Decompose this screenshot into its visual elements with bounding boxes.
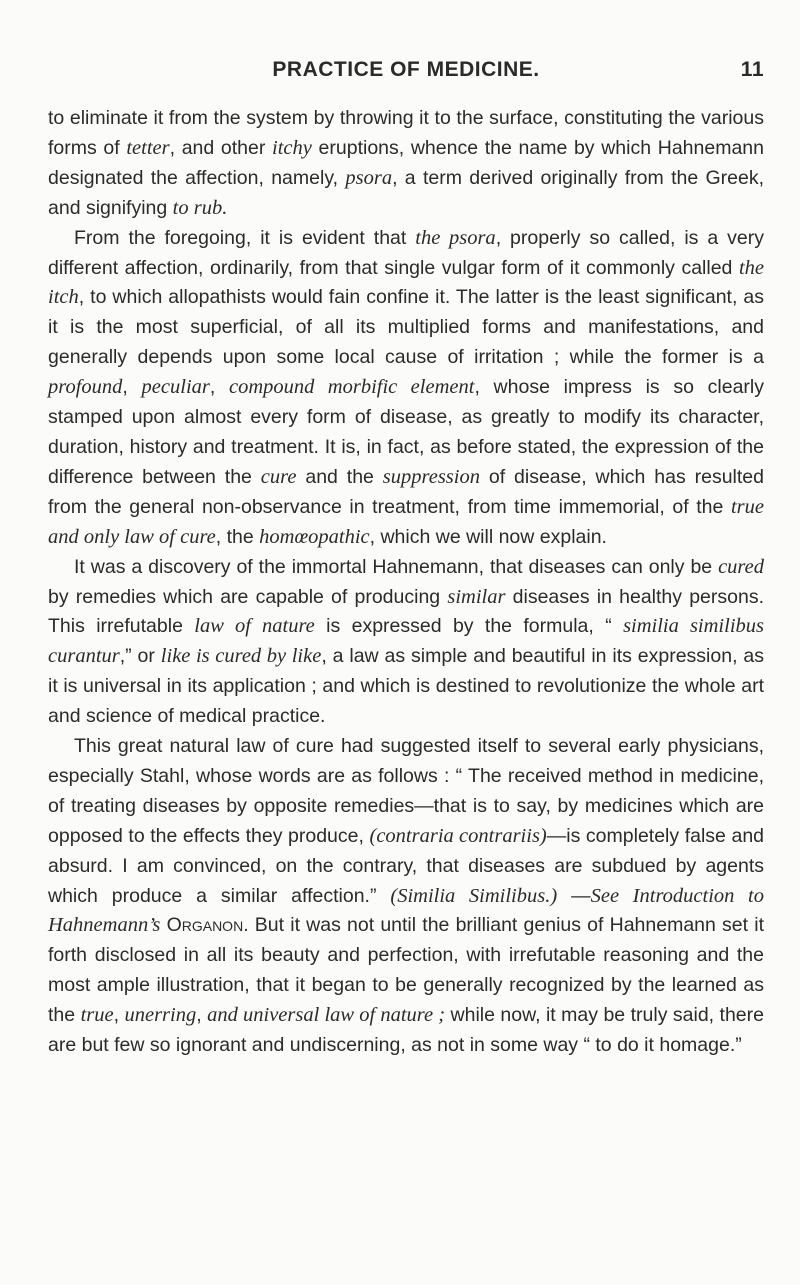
italic-text: law of nature (194, 615, 315, 638)
italic-text: See Introduction to Hahnemann’s (48, 884, 764, 937)
italic-text: psora (345, 166, 393, 189)
italic-text: true and only law of cure (48, 495, 764, 548)
italic-text: and universal law of nature ; (207, 1004, 446, 1027)
text-run: — (557, 884, 591, 907)
italic-text: similia similibus curantur (48, 615, 764, 668)
text-run: . But it was not until the brilliant genius of Hahnemann set it forth disclosed in all its beauty and perfection, with irrefutable reasoning and the most ample illustration, that it began to be generally recognized by the learned as the (48, 914, 764, 1027)
paragraph (48, 553, 764, 732)
text-run: , and other (169, 136, 273, 159)
italic-text: like is cured by like (160, 645, 322, 668)
text-run: This great natural law of cure had suggested itself to several early physicians, especially Stahl, whose words are as follows : “ The received method in medicine, of treating diseases by opposite remedies—that is to say, by medicines which are opposed to the effects they produce, (48, 735, 764, 847)
text-run: and the (296, 465, 383, 488)
text-run: eruptions, whence the name by which Hahnemann designated the affection, namely, (48, 136, 764, 189)
italic-text: true (80, 1004, 114, 1027)
paragraph (48, 224, 764, 553)
text-run: , which we will now explain. (369, 525, 607, 548)
italic-text: (Similia Similibus.) (390, 884, 558, 907)
italic-text: itchy (272, 136, 312, 159)
italic-text: cure (260, 465, 297, 488)
paragraph (48, 732, 764, 1061)
text-run: ,” or (119, 645, 161, 668)
text-run: , to which allopathists would fain confine it. The latter is the least significant, as it is the most superficial, of all its multiplied forms and manifestations, and generally depends upon some local cause of irritation ; while the former is a (48, 286, 764, 369)
text-run: , (209, 376, 229, 399)
text-run: , (196, 1004, 208, 1027)
text-run: is expressed by the formula, “ (314, 615, 624, 638)
text-run: —is completely false and absurd. I am convinced, on the contrary, that diseases are subdued by agents which produce a similar affection.” (48, 824, 765, 907)
text-run: diseases in healthy persons. This irrefutable (48, 585, 764, 638)
italic-text: peculiar (141, 376, 210, 399)
text-run: by remedies which are capable of producing (48, 585, 448, 608)
italic-text: to rub. (172, 196, 228, 219)
text-run: to eliminate it from the system by throwing it to the surface, constituting the various forms of (48, 107, 764, 159)
text-run: , (113, 1004, 125, 1027)
text-run: , a law as simple and beautiful in its expression, as it is universal in its application ; and which is destined to revolutionize the whole art and science of medical practice. (48, 645, 764, 728)
italic-text: similar (447, 585, 506, 608)
text-run: , a term derived originally from the Greek, and signifying (48, 166, 764, 219)
text-run: , (122, 376, 142, 399)
running-header (48, 58, 764, 88)
small-caps-text: Organon (166, 914, 244, 937)
text-run: , properly so called, is a very different affection, ordinarily, from that single vulgar form of it commonly called (48, 226, 765, 279)
text-run: From the foregoing, it is evident that (74, 226, 416, 249)
text-run: , the (215, 525, 260, 548)
italic-text: unerring (124, 1004, 197, 1027)
italic-text: tetter (126, 136, 170, 159)
text-run: while now, it may be truly said, there are but few so ignorant and undiscerning, as not in some way “ to do it homage.” (48, 1004, 764, 1057)
italic-text: the psora (415, 226, 496, 249)
italic-text: homœopathic (259, 525, 370, 548)
running-title: PRACTICE OF MEDICINE. (272, 58, 540, 81)
italic-text: profound (48, 376, 123, 399)
page-number: 11 (740, 58, 764, 81)
paragraph (48, 104, 764, 224)
body-text (48, 104, 764, 1061)
italic-text: suppression (382, 465, 480, 488)
italic-text: the itch (48, 256, 764, 309)
italic-text: cured (718, 555, 764, 578)
text-run: of disease, which has resulted from the general non-observance in treatment, from time immemorial, of the (48, 465, 764, 518)
text-run: It was a discovery of the immortal Hahnemann, that diseases can only be (74, 555, 719, 578)
italic-text: (contraria contrariis) (369, 824, 547, 847)
italic-text: compound morbific element (229, 376, 475, 399)
text-run: , whose impress is so clearly stamped upon almost every form of disease, as greatly to modify its character, duration, history and treatment. It is, in fact, as before stated, the expression of the difference between the (48, 376, 764, 488)
